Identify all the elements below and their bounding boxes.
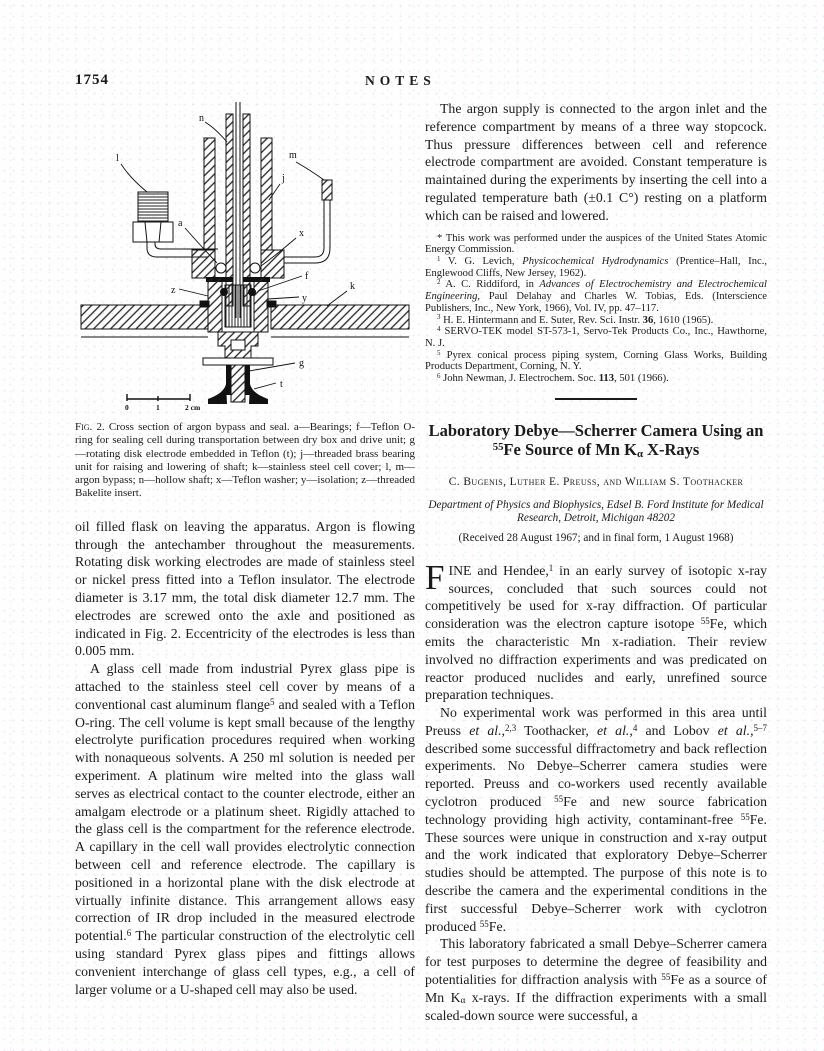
article-title-line1: Laboratory Debye—Scherrer Camera Using an (428, 420, 764, 440)
figure-2-caption: Fig. 2. Cross section of argon bypass and seal. a—Bearings; f—Teflon O-ring for sealing cell during transportation between dry box and drive unit; g—rotating disk electrode embedded in Teflon (t); j—threaded brass bearing unit for raising and lowering of shaft; k—stainless steel cell cover; l, m—argon bypass; n—hollow shaft; x—Teflon washer; y—isolation; z—threaded Bakelite insert. (75, 421, 415, 500)
label-x: x (299, 228, 304, 239)
figure-2-diagram (75, 100, 415, 412)
paragraph: This laboratory fabricated a small Debye–Scherrer camera for test purposes to determine the degree of feasibility and potentialities for diffraction analysis with $^{55}$Fe as a source of Mn $K_\alpha$ x-rays. If the diffraction experiments with a small scaled-down source were successful, a (425, 936, 767, 1023)
footnote: $^1$ V. G. Levich, Physicochemical Hydrodynamics (Prentice–Hall, Inc., Englewood Cliffs, New Jersey, 1962). (425, 255, 767, 279)
paragraph: FINE and Hendee,$^1$ in an early survey of isotopic x-ray sources, concluded that such sources could not competitively be used for x-ray diffraction. Of particular consideration was the electron capture isotope $^{55}$Fe, which emits the characteristic Mn x-radiation. Their review involved no diffraction experiments and was predicated on reactor produced nuclides and early, unrefined source preparation techniques. (425, 557, 768, 703)
article-title-line2: $^{55}$Fe Source of Mn $K_\alpha$ X-Rays (492, 440, 700, 461)
bottom-block (203, 332, 273, 365)
label-f: f (305, 271, 309, 282)
footnote: $^6$ John Newman, J. Electrochem. Soc. 113, 501 (1966). (437, 372, 669, 385)
label-l: l (116, 153, 119, 164)
article-title (425, 421, 767, 460)
scale-bar (125, 394, 201, 412)
right-column (425, 100, 767, 1024)
footnote: * This work was performed under the auspices of the United States Atomic Energy Commission. (425, 232, 767, 256)
label-t: t (280, 379, 283, 390)
bearings (216, 263, 260, 273)
article-body (425, 557, 768, 1025)
footnote: $^5$ Pyrex conical process piping system, Corning Glass Works, Building Products Department, Corning, N. Y. (425, 349, 767, 373)
article-authors: C. Bugenis, Luther E. Preuss, and William S. Toothacker (448, 475, 744, 488)
label-m: m (289, 150, 297, 161)
disk-electrode (208, 365, 268, 404)
label-y: y (302, 293, 307, 304)
paragraph: A glass cell made from industrial Pyrex glass pipe is attached to the stainless steel cell cover by means of a conventional cast aluminum flange$^5$ and sealed with a Teflon O-ring. The cell volume is kept small because of the lengthy electrolyte purification procedures required when working with nonaqueous solvents. A 250 ml solution is needed per experiment. A platinum wire melted into the glass wall serves as electrical contact to the counter electrode, either an amalgam electrode or a platinum sheet. Rigidly attached to the glass cell is the compartment for the reference electrode. A capillary in the cell wall provides electrolytic connection between cell and reference electrode. The capillary is positioned in a horizontal plane with the disk electrode at virtually infinite distance. This arrangement allows easy correction of IR drop included in the measured electrode potential.$^6$ The particular construction of the electrolytic cell using standard Pyrex glass pipes and fittings allows convenient interchange of glass cell types, e.g., a cell of larger volume or a U-shaped cell may also be used. (75, 661, 415, 997)
seal-assembly (200, 278, 276, 332)
label-n: n (199, 113, 204, 124)
intro-text (425, 100, 767, 225)
footnote: $^2$ A. C. Riddiford, in Advances of Electrochemistry and Electrochemical Engineering, Paul Delahay and Charles W. Tobias, Eds. (Interscience Publishers, Inc., New York, 1966), Vol. IV, pp. 47–117. (425, 279, 767, 314)
running-head: NOTES (365, 73, 436, 88)
argon-bypass-right (284, 180, 332, 263)
section-divider (555, 398, 637, 400)
label-z: z (171, 285, 176, 296)
left-column (75, 100, 415, 998)
scale-tick-0: 0 (125, 403, 129, 412)
label-g: g (299, 358, 304, 369)
paragraph: The argon supply is connected to the argon inlet and the reference compartment by means of a three way stopcock. Thus pressure differences between cell and reference electrode compartment are avoided. Constant temperature is maintained during the experiments by inserting the cell into a regulated temperature bath (±0.1 C°) resting on a platform which can be raised and lowered. (425, 101, 767, 223)
left-column-text (75, 518, 415, 999)
figure-2 (75, 100, 415, 412)
scale-tick-1: 1 (156, 403, 160, 412)
paragraph: oil filled flask on leaving the apparatus. Argon is flowing through the antechamber throughout the measurements. Rotating disk working electrodes are made of stainless steel or nickel press fitted into a Teflon insulator. The electrode diameter is 3.17 mm, the total disk diameter 12.7 mm. The electrodes are screwed onto the axle and positioned as indicated in Fig. 2. Eccentricity of the electrodes is less than 0.005 mm. (75, 518, 415, 659)
footnotes (425, 233, 767, 385)
scale-tick-2: 2 cm (185, 403, 201, 412)
footnote: $^4$ SERVO-TEK model ST-573-1, Servo-Tek Products Co., Inc., Hawthorne, N. J. (425, 326, 767, 349)
page-number: 1754 (75, 72, 109, 88)
paragraph: No experimental work was performed in this area until Preuss et al.,$^{2,3}$ Toothacker, et al.,$^4$ and Lobov et al.,$^{5-7}$ described some successful diffractometry and back reflection experiments. No Debye–Scherrer camera studies were reported. Preuss and co-workers used recently available cyclotron produced $^{55}$Fe and new source fabrication technology providing high activity, contaminant-free $^{55}$Fe. These sources were unique in construction and x-ray output and the work indicated that exploratory Debye–Scherrer studies should be attempted. The purpose of this note is to describe the camera and the experimental conditions in the first successful Debye–Scherrer work with cyclotron produced $^{55}$Fe. (425, 705, 768, 934)
label-j: j (282, 173, 285, 184)
label-a: a (178, 218, 183, 229)
page-header (75, 72, 767, 92)
article-affiliation: Department of Physics and Biophysics, Edsel B. Ford Institute for Medical Research, Detroit, Michigan 48202 (428, 498, 764, 525)
footnote: $^3$ H. E. Hintermann and E. Suter, Rev. Sci. Instr. 36, 1610 (1965). (437, 314, 714, 326)
label-k: k (350, 281, 355, 292)
article-received: (Received 28 August 1967; and in final form, 1 August 1968) (458, 531, 734, 544)
